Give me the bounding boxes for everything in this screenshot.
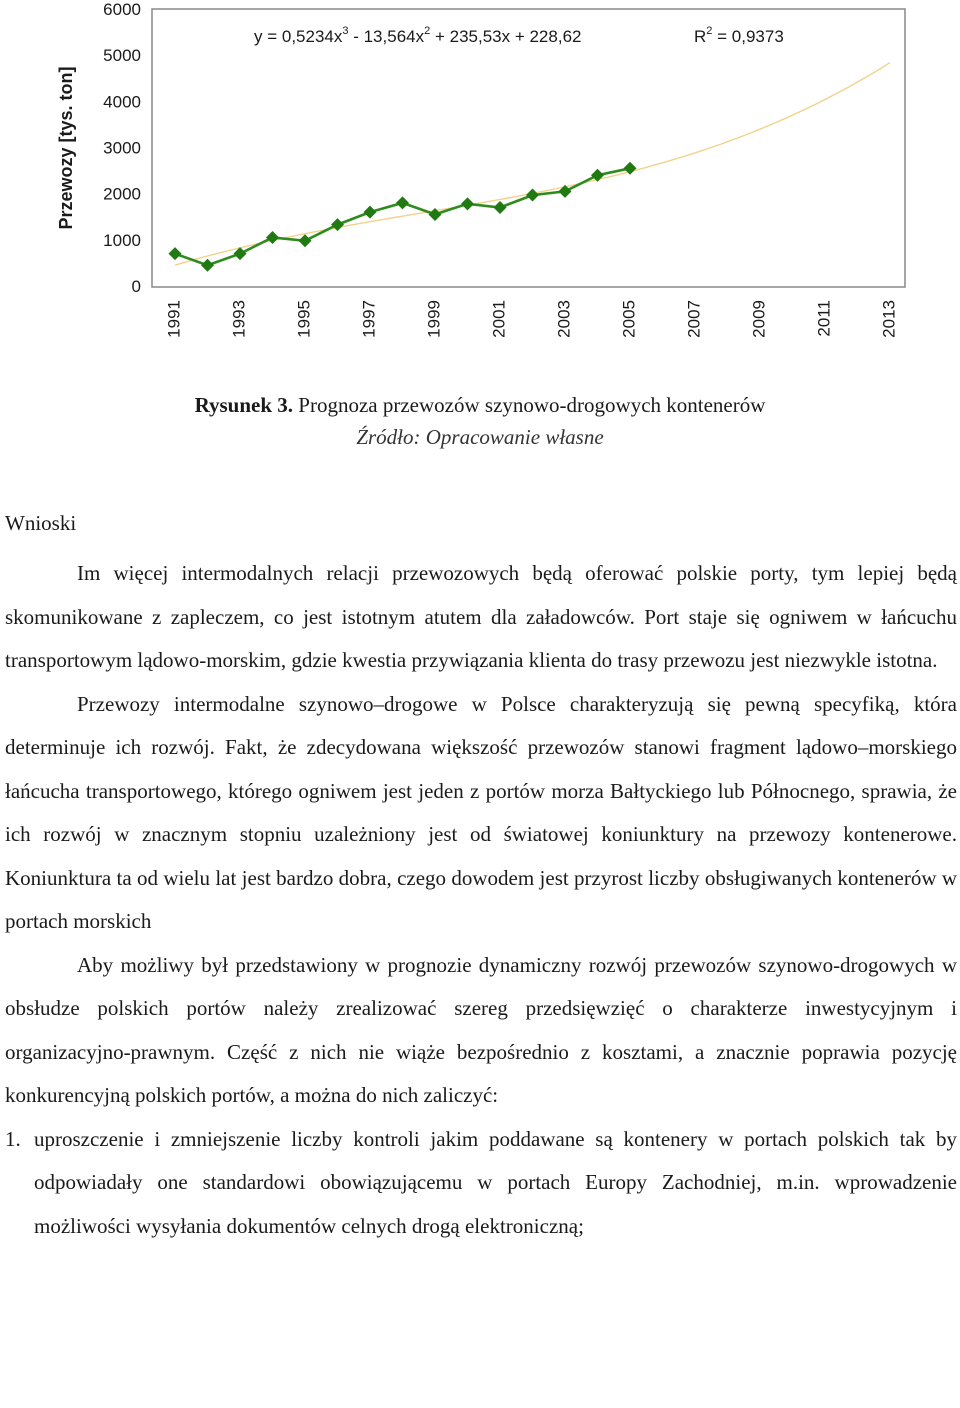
figure-label: Rysunek 3.: [194, 393, 294, 417]
y-tick-label: 3000: [103, 138, 141, 158]
y-tick-label: 5000: [103, 46, 141, 66]
y-tick-label: 4000: [103, 92, 141, 112]
paragraph-2: Przewozy intermodalne szynowo–drogowe w Polsce charakteryzują się pewną specyfiką, która determinuje ich rozwój. Fakt, że zdecydowana większość przewozów stanowi fragment lądowo–morskiego łańcucha transportowego, którego ogniwem jest jeden z portów morza Bałtyckiego lub Północnego, sprawia, że ich rozwój w znacznym stopniu uzależniony jest od światowej koniunktury na przewozy kontenerowe. Koniunktura ta od wielu lat jest bardzo dobra, czego dowodem jest przyrost liczby obsługiwanych kontenerów w portach morskich: [5, 691, 957, 933]
section-conclusions: [5, 508, 957, 1248]
paragraph-3: Aby możliwy był przedstawiony w prognozie dynamiczny rozwój przewozów szynowo-drogowych w obsłudze polskich portów należy zrealizować szereg przedsięwzięć o charakterze inwestycyjnym i organizacyjno-prawnym. Część z nich nie wiąże bezpośrednio z kosztami, a znacznie poprawia pozycję konkurencyjną polskich portów, a można do nich zaliczyć:: [5, 952, 957, 1107]
chart-figure: [0, 0, 960, 360]
x-tick-labels: [164, 300, 898, 338]
y-tick-label: 6000: [103, 0, 141, 19]
y-tick-label: 2000: [103, 184, 141, 204]
y-tick-labels: [103, 0, 141, 296]
trend-equation: $y = 0,5234x^3 - 13,564x^2 + 235,53x + 228,62$: [254, 25, 582, 46]
y-tick-label: 0: [131, 277, 141, 296]
list-text: uproszczenie i zmniejszenie liczby kontroli jakim poddawane są kontenery w portach polskich tak by odpowiadały one standardowi obowiązującemu w portach Europy Zachodniej, m.in. wprowadzenie możliwości wysyłania dokumentów celnych drogą elektroniczną;: [34, 1126, 957, 1238]
x-tick-label: 1993: [229, 300, 249, 338]
r-squared: $R^2 = 0,9373$: [694, 25, 784, 46]
x-tick-label: 2001: [489, 300, 509, 338]
section-heading: Wnioski: [5, 511, 77, 535]
y-axis-label: Przewozy [tys. ton]: [56, 66, 76, 230]
x-tick-label: 2011: [814, 300, 834, 337]
x-tick-label: 2007: [684, 300, 704, 338]
figure-caption: [0, 393, 960, 418]
x-tick-label: 2003: [554, 300, 574, 338]
x-tick-label: 2009: [749, 300, 769, 338]
paragraph-1: Im więcej intermodalnych relacji przewozowych będą oferować polskie porty, tym lepiej będą skomunikowane z zapleczem, co jest istotnym atutem dla załadowców. Port staje się ogniwem w łańcuchu transportowym lądowo-morskim, gdzie kwestia przywiązania klienta do trasy przewozu jest niezwykle istotna.: [5, 561, 957, 672]
x-tick-label: 1997: [359, 300, 379, 338]
y-tick-label: 1000: [103, 230, 141, 250]
x-tick-label: 2013: [879, 300, 899, 338]
list-number: 1.: [5, 1126, 21, 1151]
list-item: [5, 1118, 957, 1249]
chart-svg: [0, 0, 960, 360]
x-tick-label: 1991: [164, 300, 184, 338]
plot-area: [152, 9, 905, 287]
figure-title: Prognoza przewozów szynowo-drogowych kontenerów: [293, 393, 766, 417]
x-tick-label: 1995: [294, 300, 314, 338]
x-tick-label: 1999: [424, 300, 444, 338]
x-tick-label: 2005: [619, 300, 639, 338]
figure-source: Źródło: Opracowanie własne: [356, 425, 604, 449]
